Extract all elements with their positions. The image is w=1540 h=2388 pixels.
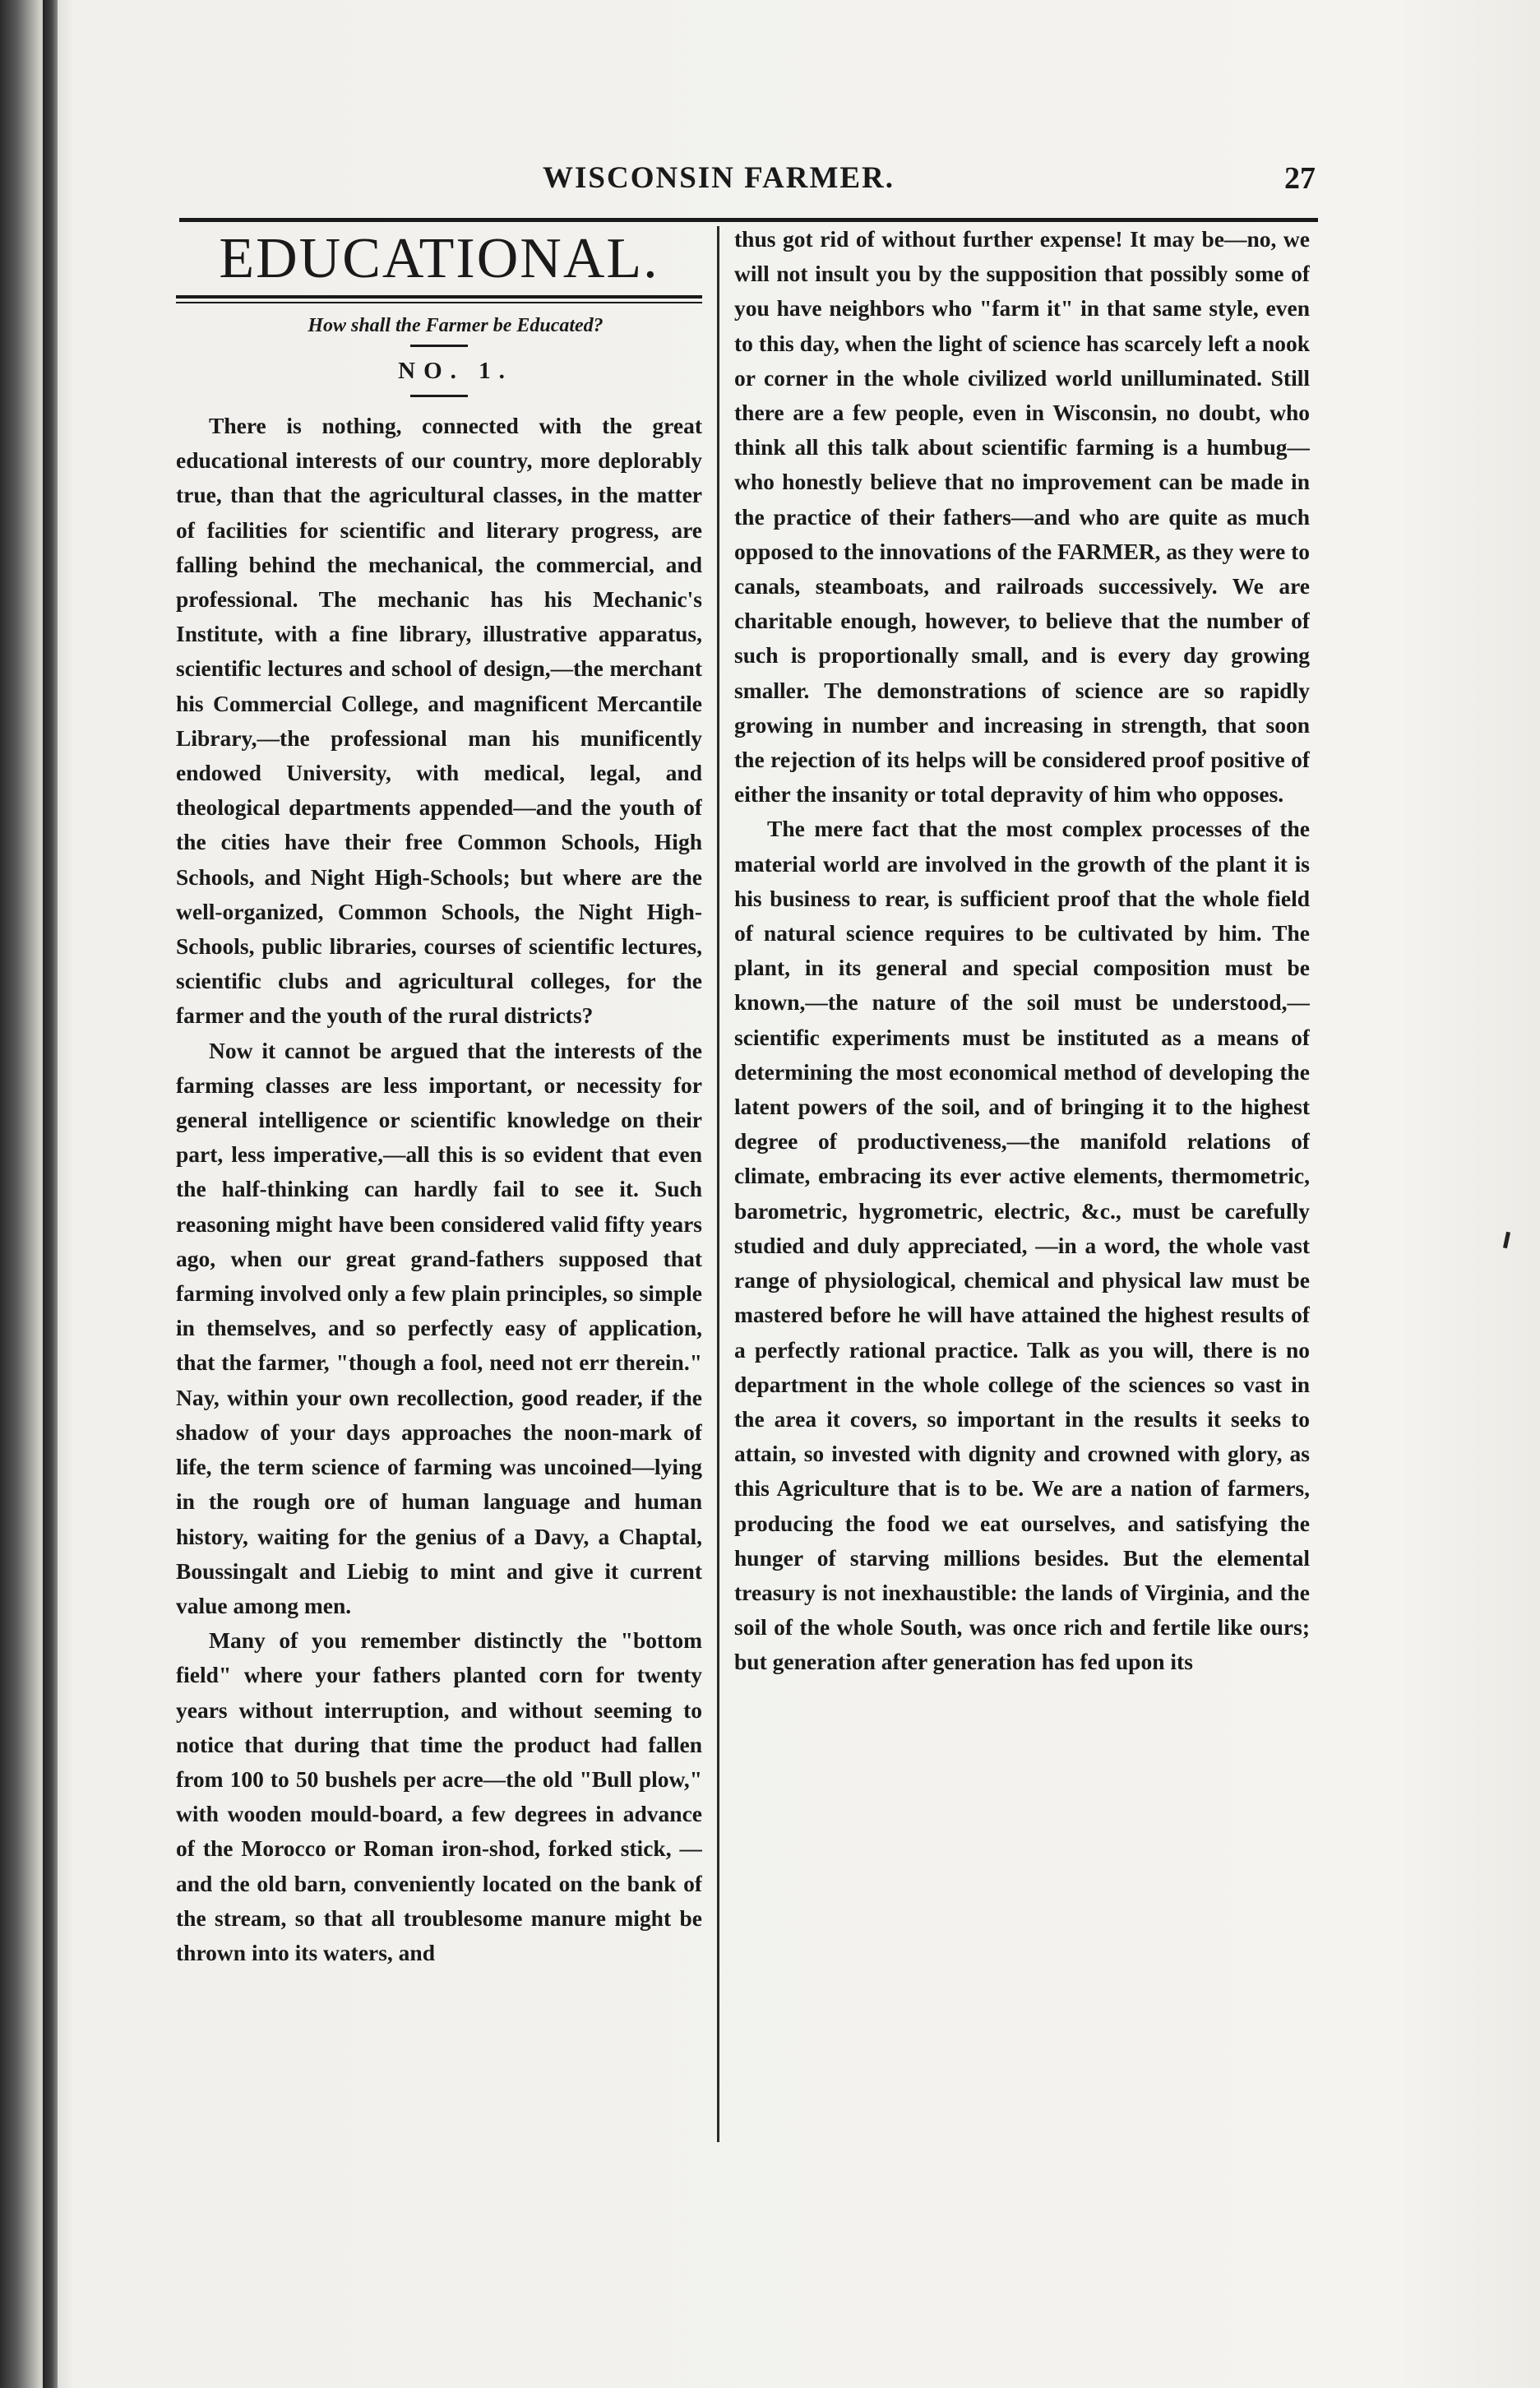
title-rule	[176, 295, 702, 307]
book-spine-shadow	[43, 0, 58, 2388]
column-divider	[717, 226, 719, 2142]
short-rule	[410, 345, 468, 347]
running-title: WISCONSIN FARMER.	[543, 161, 895, 195]
page-number: 27	[1284, 161, 1316, 196]
section-title: EDUCATIONAL.	[219, 227, 659, 290]
paragraph: thus got rid of without further expense! It may be—no, we will not insult you by the supposition that possibly some of you have neighbors who "farm it" in that same style, even to this day, when the light of science has scarcely left a nook or corner in the whole civilized world unilluminated. Still there are a few people, even in Wisconsin, no doubt, who think all this talk about scientific farming is a humbug—who honestly believe that no improvement can be made in the practice of their fathers—and who are quite as much opposed to the innovations of the FARMER, as they were to canals, steamboats, and railroads successively. We are charitable enough, however, to believe that the number of such is proportionally small, and is every day growing smaller. The demonstrations of science are so rapidly growing in number and increasing in strength, that soon the rejection of its helps will be considered proof positive of either the insanity or total depravity of him who opposes.	[734, 226, 1310, 808]
paragraph: Now it cannot be argued that the interests of the farming classes are less important, or necessity for general intelligence or scientific knowledge on their part, less imperative,—all this is so evident that even the half-thinking can hardly fail to see it. Such reasoning might have been considered valid fifty years ago, when our great grand-fathers supposed that farming involved only a few plain principles, so simple in themselves, and so perfectly easy of application, that the farmer, "though a fool, need not err therein." Nay, within your own recollection, good reader, if the shadow of your days approaches the noon-mark of life, the term science of farming was uncoined—lying in the rough ore of human language and human history, waiting for the genius of a Davy, a Chaptal, Boussingalt and Liebig to mint and give it current value among men.	[176, 1037, 702, 1618]
article-number: NO. 1.	[398, 358, 513, 384]
short-rule	[410, 395, 468, 397]
running-head	[181, 160, 1316, 210]
paragraph: Many of you remember distinctly the "bottom field" where your fathers planted corn for twenty years without interruption, and without seeming to notice that during that time the product had fallen from 100 to 50 bushels per acre—the old "Bull plow," with wooden mould-board, a few degrees in advance of the Morocco or Roman iron-shod, forked stick, —and the old barn, conveniently located on the bank of the stream, so that all troublesome manure might be thrown into its waters, and	[176, 1627, 702, 1965]
paragraph: There is nothing, connected with the great educational interests of our country, more deplorably true, than that the agricultural classes, in the matter of facilities for scientific and literary progress, are falling behind the mechanical, the commercial, and professional. The mechanic has his Mechanic's Institute, with a fine library, illustrative apparatus, scientific lectures and school of design,—the merchant his Commercial College, and magnificent Mercantile Library,—the professional man his munificently endowed University, with medical, legal, and theological departments appended—and the youth of the cities have their free Common Schools, High Schools, and Night High-Schools; but where are the well-organized, Common Schools, the Night High-Schools, public libraries, courses of scientific lectures, scientific clubs and agricultural colleges, for the farmer and the youth of the rural districts?	[176, 413, 702, 1029]
right-column	[734, 222, 1310, 2146]
left-column	[176, 226, 702, 2150]
article-subheading: How shall the Farmer be Educated?	[308, 315, 604, 336]
paragraph: The mere fact that the most complex processes of the material world are involved in the growth of the plant it is his business to rear, is sufficient proof that the whole field of natural science requires to be cultivated by him. The plant, in its general and special composition must be known,—the nature of the soil must be understood,—scientific experiments must be instituted as a means of determining the most economical method of developing the latent powers of the soil, and of bringing it to the highest degree of productiveness,—the manifold relations of climate, embracing its ever active elements, thermometric, barometric, hygrometric, electric, &c., must be carefully studied and duly appreciated, —in a word, the whole vast range of physiological, chemical and physical law must be mastered before he will have attained the highest results of a perfectly rational practice. Talk as you will, there is no department in the whole college of the sciences so vast in the area it covers, so important in the results it seeks to attain, so invested with dignity and crowned with glory, as this Agriculture that is to be. We are a nation of farmers, producing the food we eat ourselves, and satisfying the hunger of starving millions besides. But the elemental treasury is not inexhaustible: the lands of Virginia, and the soil of the whole South, was once rich and fertile like ours; but generation after generation has fed upon its	[734, 816, 1310, 1675]
